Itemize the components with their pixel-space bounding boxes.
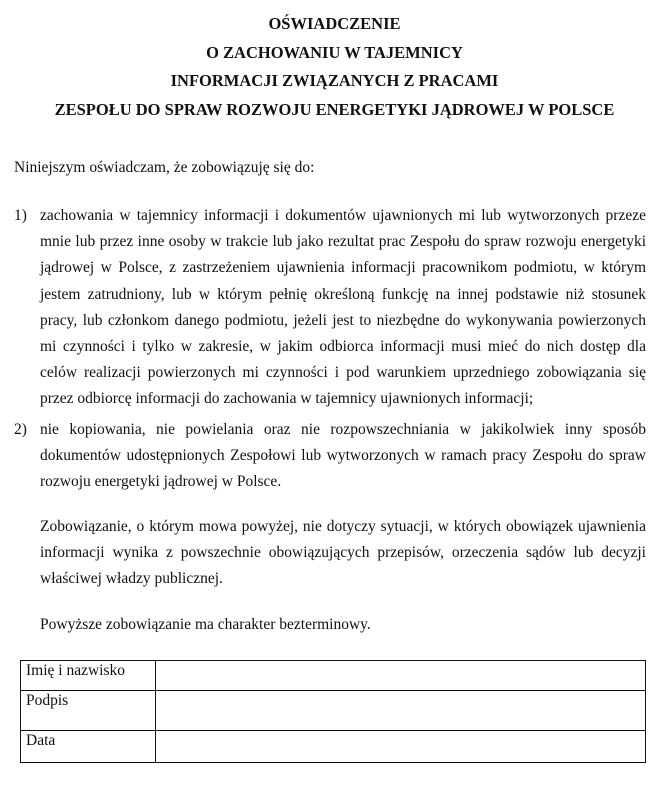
table-row <box>21 661 646 691</box>
table-row <box>21 691 646 731</box>
list-item-number: 2) <box>14 421 27 438</box>
list-item-2 <box>14 417 646 496</box>
title-line-1: OŚWIADCZENIE <box>268 14 401 33</box>
exception-paragraph: Zobowiązanie, o którym mowa powyżej, nie dotyczy sytuacji, w których obowiązek ujawnienia informacji wynika z powszechnie obowiązujących przepisów, orzeczenia sądów lub decyzji właściwej władzy publicznej. <box>40 518 646 588</box>
signature-table <box>20 660 646 763</box>
list-item-1 <box>14 203 646 413</box>
title-line-4: ZESPOŁU DO SPRAW ROZWOJU ENERGETYKI JĄDROWEJ W POLSCE <box>54 99 615 119</box>
intro-text: Niniejszym oświadczam, że zobowiązuję się do: <box>14 159 315 176</box>
signature-label: Podpis <box>21 691 156 731</box>
title-line-3: INFORMACJI ZWIĄZANYCH Z PRACAMI <box>170 71 499 90</box>
date-field[interactable] <box>156 731 646 763</box>
table-row <box>21 731 646 763</box>
name-label: Imię i nazwisko <box>21 661 156 691</box>
document-title <box>0 10 669 124</box>
signature-field[interactable] <box>156 691 646 731</box>
list-item-text: nie kopiowania, nie powielania oraz nie rozpowszechniania w jakikolwiek inny sposób dokumentów udostępnionych Zespołowi lub wytworzonych w ramach pracy Zespołu do spraw rozwoju energetyki jądrowej w Polsce. <box>40 421 646 491</box>
date-label: Data <box>21 731 156 763</box>
list-item-number: 1) <box>14 207 27 224</box>
name-field[interactable] <box>156 661 646 691</box>
term-paragraph: Powyższe zobowiązanie ma charakter bezterminowy. <box>40 616 371 633</box>
title-line-2: O ZACHOWANIU W TAJEMNICY <box>206 42 463 62</box>
list-item-text: zachowania w tajemnicy informacji i dokumentów ujawnionych mi lub wytworzonych przeze mnie lub przez inne osoby w trakcie lub jako rezultat prac Zespołu do spraw rozwoju energetyki jądrowej w Polsce, z zastrzeżeniem ujawnienia informacji pracownikom podmiotu, w którym jestem zatrudniony, lub w którym pełnię określoną funkcję na innej podstawie niż stosunek pracy, lub członkom danego podmiotu, jeżeli jest to niezbędne do wykonywania powierzonych mi czynności i tylko w zakresie, w jakim odbiorca informacji musi mieć do nich dostęp dla celów realizacji powierzonych mi czynności i pod warunkiem uprzedniego zobowiązania się przez odbiorcę informacji do zachowania w tajemnicy ujawnionych informacji; <box>40 207 646 408</box>
